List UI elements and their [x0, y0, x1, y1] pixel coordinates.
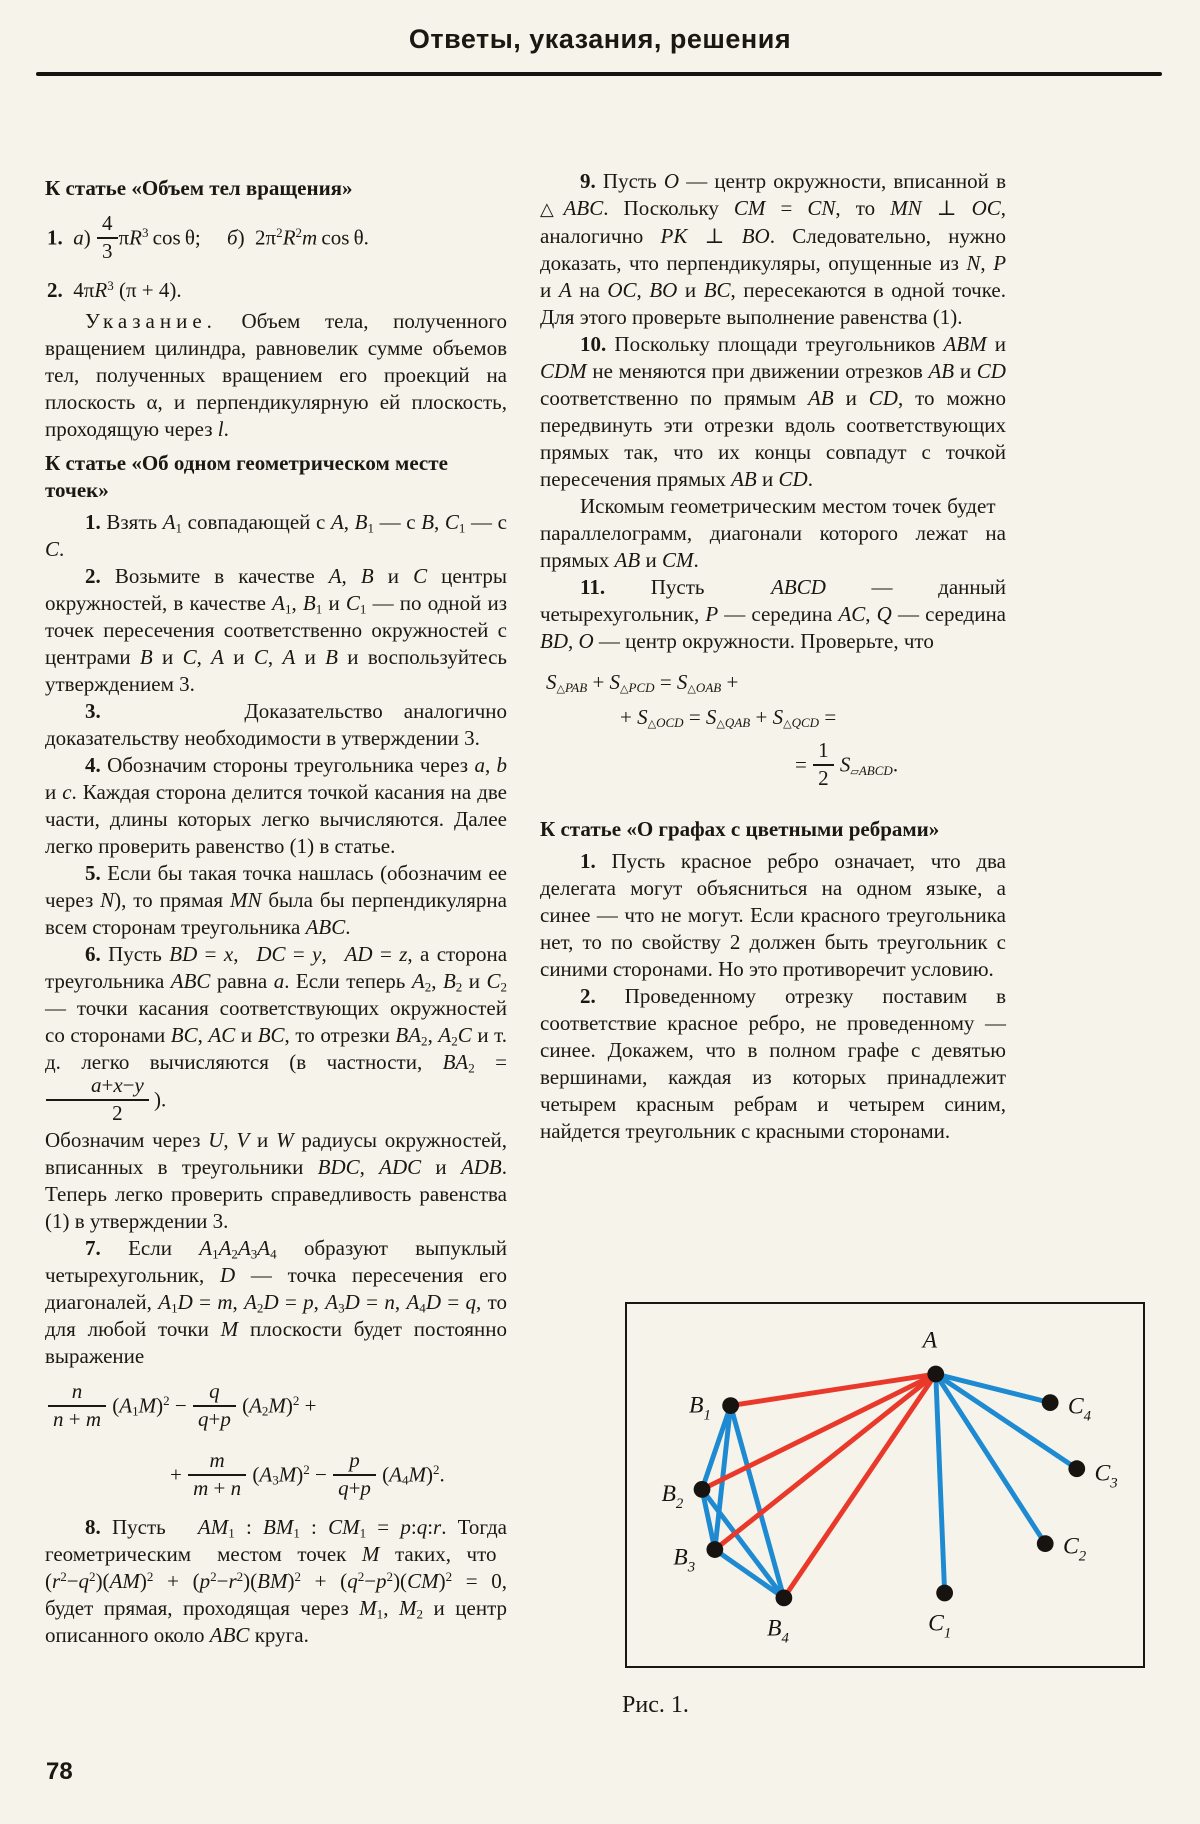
paragraph: Указание. Объем тела, полученного вращением цилиндра, равновелик сумме объемов тел, полученных вращением его проекций на плоскость α, и перпендикулярную ей плоскость, проходящую через l. [45, 309, 507, 442]
paragraph: 2. Возьмите в качестве A, B и C центры окружностей, в качестве $A_1$, $B_1$ и $C_1$ — по одной из точек пересечения соответственно окружностей с центрами B и C, A и C, A и B и воспользуйтесь утверждением 3. [45, 564, 508, 697]
paragraph: 2. Проведенному отрезку поставим в соответствие красное ребро, не проведенному — синее. Докажем, что в полном графе с девятью вершинами, каждая из которых принадлежит четырем красным ребрам и четырем синим, найдется треугольник с красными сторонами. [540, 984, 1006, 1144]
vertex-dot-C3 [1068, 1460, 1085, 1477]
vertex-label-C1: $C_1$ [928, 1610, 952, 1642]
graph-svg [627, 1304, 1138, 1661]
left-column [45, 168, 507, 1649]
figure-caption: Рис. 1. [622, 1692, 689, 1718]
edge-blue-A-C3 [936, 1374, 1077, 1469]
vertex-label-B4: $B_4$ [767, 1615, 789, 1647]
paragraph: 3. Доказательство аналогично доказательству необходимости в утверждении 3. [45, 699, 507, 751]
vertex-dot-B2 [694, 1481, 711, 1498]
header-rule [36, 72, 1162, 76]
formula-line: $S_{\triangle PAB} + S_{\triangle PCD} = S_{\triangle OAB}$ + [546, 670, 739, 696]
section-heading-volume: К статье «Объем тел вращения» [45, 176, 353, 200]
vertex-dot-B1 [722, 1397, 739, 1414]
formula-line: + $S_{\triangle OCD} = S_{\triangle QAB} + S_{\triangle QCD}$ = [620, 705, 837, 731]
edge-blue-A-C1 [936, 1374, 945, 1593]
vertex-label-C3: $C_3$ [1094, 1460, 1118, 1492]
paragraph: 10. Поскольку площади треугольников ABM и CDM не меняются при движении отрезков AB и CD соответственно по прямым AB и CD, то можно передвинуть эти отрезки вдоль соответствующих прямых так, что их концы совпадут с точкой пересечения прямых AB и CD. [540, 332, 1006, 491]
edge-red-A-B4 [784, 1374, 936, 1598]
paragraph: Искомым геометрическим местом точек будет параллелограмм, диагонали которого лежат на прямых AB и CM. [540, 494, 1006, 572]
paragraph: 8. Пусть $AM_1$ : $BM_1$ : $CM_1$ = p:q:r. Тогда геометрическим местом точек M таких, что $(r^2-q^2)(AM)^2 + (p^2-r^2)(BM)^2 + (q^2-p^2)(CM)^2 = 0$, будет прямая, проходящая через $M_1$, $M_2$ и центр описанного около ABC круга. [45, 1515, 508, 1648]
paragraph: 1. Пусть красное ребро означает, что два делегата могут объясниться на одном языке, а синее — что не могут. Если красного треугольника нет, то по свойству 2 должен быть треугольник с синими сторонами. Но это противоречит условию. [540, 849, 1006, 982]
paragraph: 7. Если $A_1A_2A_3A_4$ образуют выпуклый четырехугольник, D — точка пересечения его диагоналей, $A_1D = m$, $A_2D = p$, $A_3D = n$, $A_4D = q$, то для любой точки M плоскости будет постоянно выражение [45, 1236, 508, 1369]
vertex-dot-C2 [1037, 1535, 1054, 1552]
formula-line: = $\frac{1}{2}$ $S_{▱ABCD}$. [795, 738, 899, 790]
formula-line: 1. а) $\frac{4}{3}$ $\pi R^3$ cos θ; б) $2\pi^2R^2m$ cos θ. [47, 211, 369, 263]
paragraph: 11. Пусть ABCD — данный четырехугольник, P — середина AC, Q — середина BD, O — центр окружности. Проверьте, что [540, 575, 1006, 653]
vertex-dot-A [927, 1366, 944, 1383]
paragraph: 6. Пусть BD = x, DC = y, AD = z, а сторона треугольника ABC равна a. Если теперь $A_2$, $B_2$ и $C_2$ — точки касания соответствующих окружностей со сторонами BC, AC и BC, то отрезки $BA_2$, $A_2C$ и т. д. легко вычисляются (в частности, $BA_2$ = $\frac{a+x-y}{2}$ ). [45, 942, 508, 1125]
vertex-label-B3: $B_3$ [673, 1544, 696, 1576]
vertex-label-A: A [922, 1327, 938, 1354]
vertex-dot-B3 [706, 1541, 723, 1558]
paragraph: 1. Взять $A_1$ совпадающей с A, $B_1$ — с B, $C_1$ — с C. [45, 510, 508, 562]
vertex-dot-C1 [936, 1585, 953, 1602]
page-title: Ответы, указания, решения [408, 24, 792, 54]
vertex-label-C2: $C_2$ [1062, 1533, 1087, 1565]
section-heading-graphs: К статье «О графах с цветными ребрами» [540, 817, 940, 842]
paragraph: Обозначим через U, V и W радиусы окружностей, вписанных в треугольники BDC, ADC и ADB. Теперь легко проверить справедливость равенства (1) в утверждении 3. [45, 1128, 508, 1234]
page-number: 78 [46, 1758, 73, 1785]
vertex-label-B1: $B_1$ [689, 1392, 711, 1424]
vertex-dot-C4 [1042, 1394, 1059, 1411]
formula-line: 2. $4\pi R^3$ (π + 4). [47, 277, 182, 303]
formula-line: $\frac{n}{n + m}$ $(A_1M)^2$ − $\frac{q}{q+p}$ $(A_2M)^2$ + [47, 1382, 507, 1433]
paragraph: 4. Обозначим стороны треугольника через a, b и c. Каждая сторона делится точкой касания на две части, длины которых легко вычисляются. Далее легко проверить равенство (1) в статье. [45, 753, 508, 859]
vertex-label-B2: $B_2$ [661, 1481, 684, 1513]
paragraph: 5. Если бы такая точка нашлась (обозначим ее через N), то прямая MN была бы перпендикулярна всем сторонам треугольника ABC. [45, 861, 507, 940]
section-heading-locus: К статье «Об одном геометрическом месте точек» [45, 451, 448, 503]
figure-frame [625, 1302, 1145, 1668]
vertex-label-C4: $C_4$ [1067, 1393, 1092, 1425]
paragraph: 9. Пусть O — центр окружности, вписанной в △ABC. Поскольку CM = CN, то MN ⊥ OC, аналогично PK ⊥ BO. Следовательно, нужно доказать, что перпендикуляры, опущенные из N, P и A на OC, BO и BC, пересекаются в одной точке. Для этого проверьте выполнение равенства (1). [540, 169, 1007, 329]
right-column [540, 168, 1006, 1145]
vertex-dot-B4 [775, 1590, 792, 1607]
formula-line: + $\frac{m}{m + n}$ $(A_3M)^2$ − $\frac{p}{q+p}$ $(A_4M)^2$. [170, 1448, 445, 1500]
